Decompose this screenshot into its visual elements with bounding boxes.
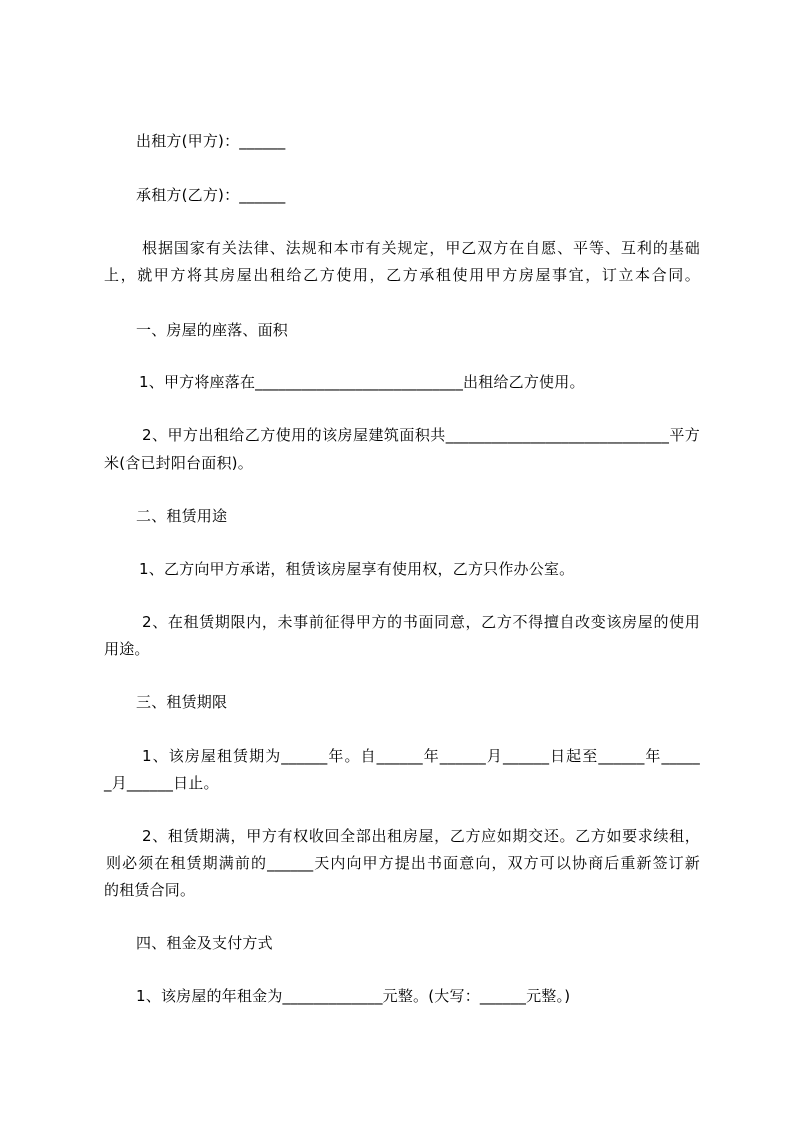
section-heading-1: 一、房屋的座落、面积: [136, 321, 289, 339]
clause-3-2-line-2: 则必须在租赁期满前的______天内向甲方提出书面意向，双方可以协商后重新签订新: [106, 854, 700, 872]
clause-4-1: 1、该房屋的年租金为_____________元整。(大写：______元整。): [136, 987, 571, 1005]
clause-3-1-line-2: _月______日止。: [104, 774, 219, 792]
clause-2-2-line-2: 用途。: [104, 640, 150, 658]
lessor-line: 出租方(甲方)：______: [136, 132, 286, 150]
clause-2-1: 1、乙方向甲方承诺，租赁该房屋享有使用权，乙方只作办公室。: [139, 560, 575, 578]
clause-3-2-line-1: 2、租赁期满，甲方有权收回全部出租房屋，乙方应如期交还。乙方如要求续租，: [142, 827, 700, 845]
clause-1-2-line-2: 米(含已封阳台面积)。: [104, 454, 253, 472]
preamble-line-1: 根据国家有关法律、法规和本市有关规定，甲乙双方在自愿、平等、互利的基础: [142, 239, 700, 257]
clause-3-1-line-1: 1、该房屋租赁期为______年。自______年______月______日起至______年_____: [142, 747, 700, 765]
section-heading-3: 三、租赁期限: [136, 693, 228, 711]
lessee-line: 承租方(乙方)：______: [136, 186, 286, 204]
clause-2-2-line-1: 2、在租赁期限内，未事前征得甲方的书面同意，乙方不得擅自改变该房屋的使用: [142, 613, 700, 631]
clause-3-2-line-3: 的租赁合同。: [104, 881, 196, 899]
section-heading-2: 二、租赁用途: [136, 507, 228, 525]
clause-1-1: 1、甲方将座落在___________________________出租给乙方使用。: [139, 373, 585, 391]
section-heading-4: 四、租金及支付方式: [136, 934, 273, 952]
preamble-line-2: 上，就甲方将其房屋出租给乙方使用，乙方承租使用甲方房屋事宜，订立本合同。: [104, 266, 700, 284]
clause-1-2-line-1: 2、甲方出租给乙方使用的该房屋建筑面积共_____________________________平方: [142, 426, 700, 444]
